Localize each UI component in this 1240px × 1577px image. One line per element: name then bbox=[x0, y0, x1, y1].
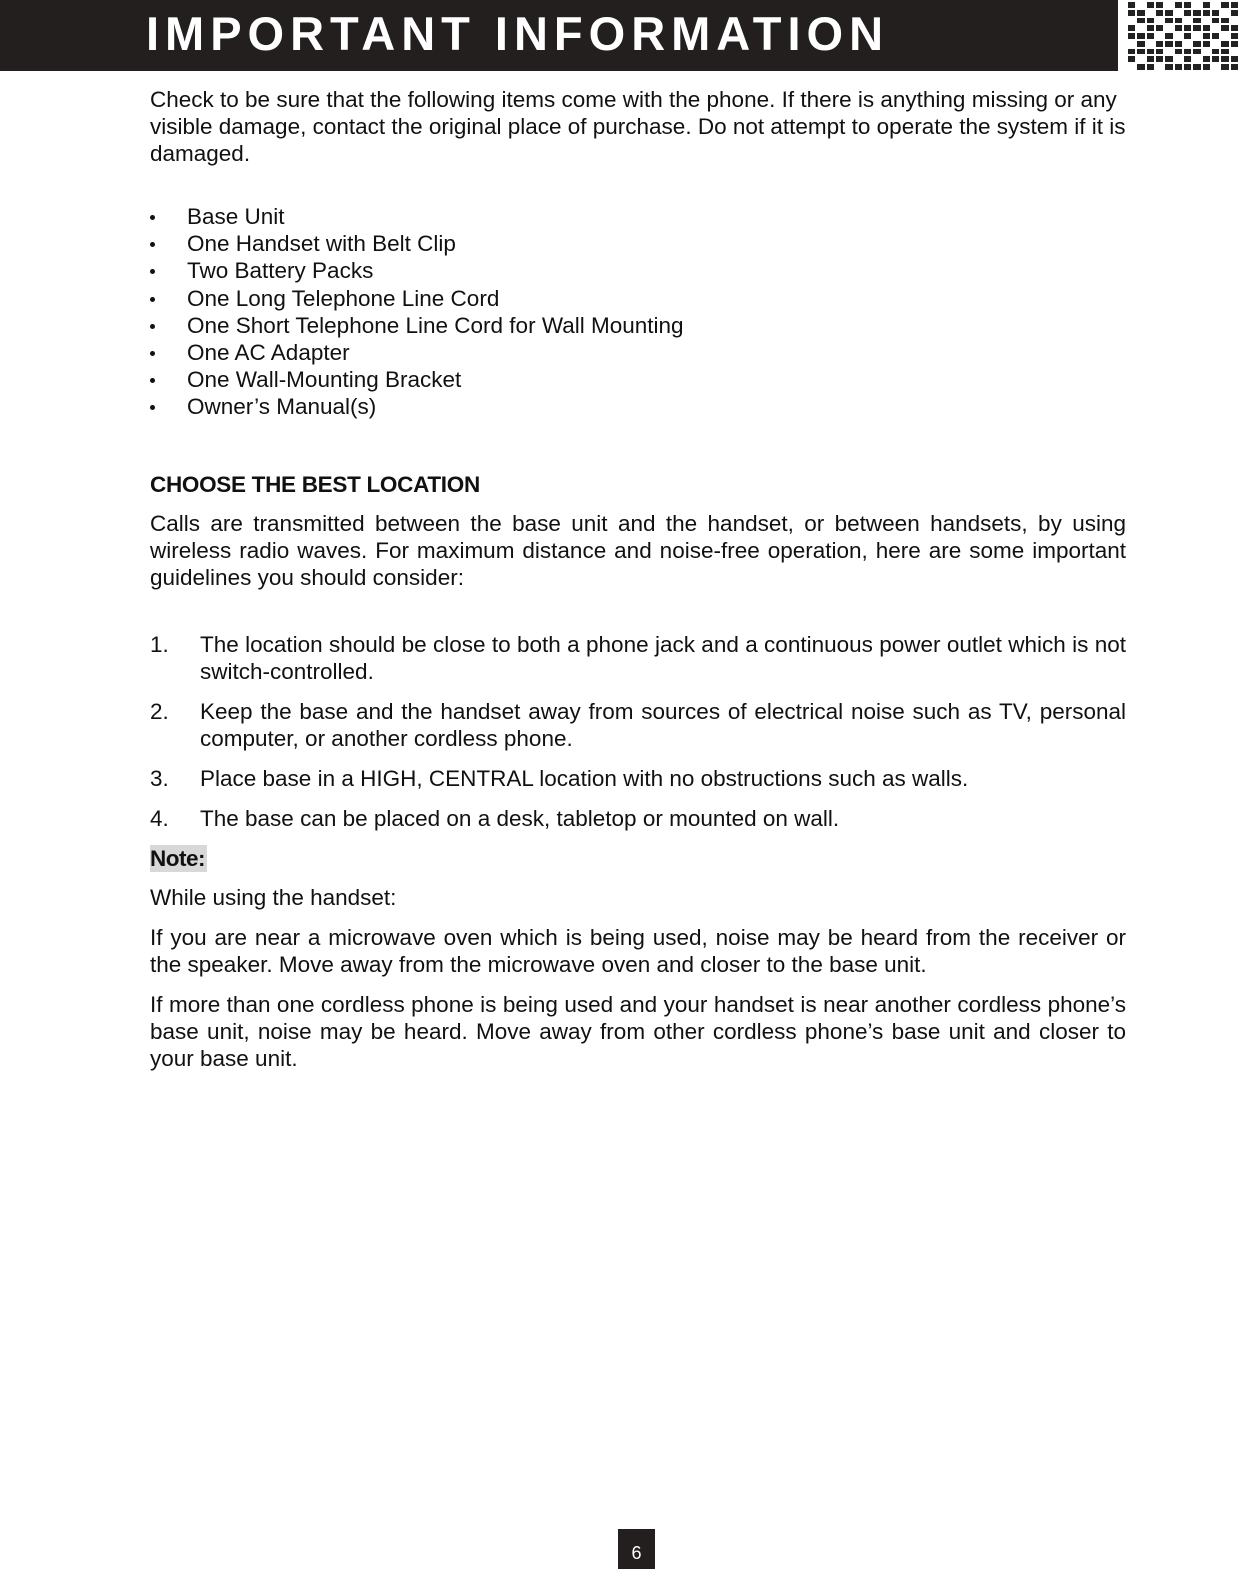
list-item: Two Battery Packs bbox=[150, 257, 1126, 284]
bullet-icon bbox=[150, 269, 155, 274]
step-number: 4. bbox=[150, 805, 169, 831]
intro-paragraph: Check to be sure that the following items come with the phone. If there is anything missing or any visible damage, contact the original place of purchase. Do not attempt to operate the system if it is damaged. bbox=[150, 87, 1126, 166]
package-contents-list bbox=[150, 203, 1126, 421]
list-item: 1. The location should be close to both a phone jack and a continuous power outlet which is not switch-controlled. bbox=[150, 631, 1126, 684]
note-paragraph: If more than one cordless phone is being used and your handset is near another cordless phone’s base unit, noise may be heard. Move away from other cordless phone’s base unit and closer to your base unit. bbox=[150, 991, 1126, 1071]
note-label: Note: bbox=[150, 845, 205, 871]
bullet-icon bbox=[150, 215, 155, 220]
list-item: 3. Place base in a HIGH, CENTRAL location with no obstructions such as walls. bbox=[150, 765, 969, 791]
list-item: Base Unit bbox=[150, 203, 1126, 230]
step-number: 3. bbox=[150, 765, 169, 791]
step-number: 2. bbox=[150, 698, 169, 724]
page-title: IMPORTANT INFORMATION bbox=[146, 7, 890, 60]
page-number: 6 bbox=[618, 1529, 655, 1569]
page-content bbox=[150, 86, 1126, 1085]
bullet-icon bbox=[150, 378, 155, 383]
list-item: One Long Telephone Line Cord bbox=[150, 285, 1126, 312]
list-item: One AC Adapter bbox=[150, 339, 1126, 366]
list-item: One Wall-Mounting Bracket bbox=[150, 366, 1126, 393]
bullet-icon bbox=[150, 297, 155, 302]
location-steps-list bbox=[150, 631, 1126, 832]
note-intro: While using the handset: bbox=[150, 884, 397, 910]
step-number: 1. bbox=[150, 631, 169, 657]
list-item: Owner’s Manual(s) bbox=[150, 393, 1126, 420]
note-paragraph: If you are near a microwave oven which is being used, noise may be heard from the receiver or the speaker. Move away from the microwave oven and closer to the base unit. bbox=[150, 924, 1126, 977]
header-bar bbox=[0, 0, 1118, 71]
bullet-icon bbox=[150, 405, 155, 410]
bullet-icon bbox=[150, 324, 155, 329]
list-item: 2. Keep the base and the handset away from sources of electrical noise such as TV, personal computer, or another cordless phone. bbox=[150, 698, 1126, 751]
bullet-icon bbox=[150, 351, 155, 356]
decorative-pattern-icon bbox=[1128, 2, 1238, 70]
list-item: One Short Telephone Line Cord for Wall Mounting bbox=[150, 312, 1126, 339]
bullet-icon bbox=[150, 242, 155, 247]
location-intro: Calls are transmitted between the base unit and the handset, or between handsets, by using wireless radio waves. For maximum distance and noise-free operation, here are some important guidelines you should consider: bbox=[150, 510, 1126, 590]
list-item: One Handset with Belt Clip bbox=[150, 230, 1126, 257]
list-item: 4. The base can be placed on a desk, tabletop or mounted on wall. bbox=[150, 805, 840, 831]
section-heading: CHOOSE THE BEST LOCATION bbox=[150, 471, 480, 497]
